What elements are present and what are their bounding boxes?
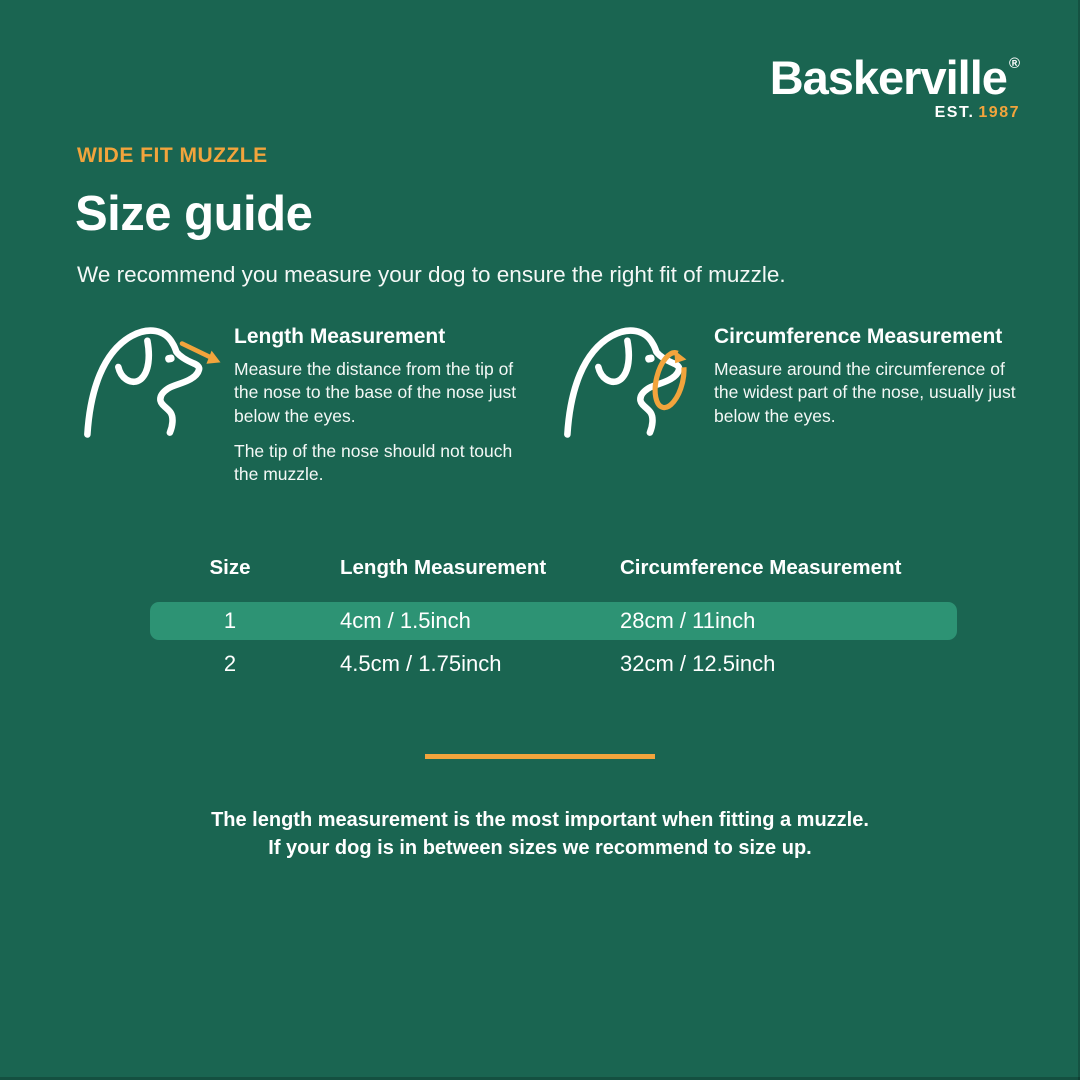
length-measurement-text	[234, 320, 536, 498]
footer-line-1: The length measurement is the most important when fitting a muzzle.	[211, 809, 869, 831]
brand-established	[770, 104, 1020, 122]
brand-wordmark	[769, 51, 1020, 104]
column-header-circumference: Circumference Measurement	[620, 556, 902, 579]
intro-text: We recommend you measure your dog to ensure the right fit of muzzle.	[77, 262, 786, 287]
table-row-size-2	[150, 645, 957, 683]
section-title-circumference: Circumference Measurement	[714, 325, 1003, 348]
section-title-length: Length Measurement	[234, 325, 446, 348]
column-header-size: Size	[209, 556, 251, 579]
cell-circumference-2: 32cm / 12.5inch	[620, 651, 776, 676]
circumference-measurement-section	[558, 320, 1038, 498]
brand-name: Baskerville	[769, 51, 1007, 104]
cell-length-2: 4.5cm / 1.75inch	[340, 651, 502, 676]
footer-note	[0, 806, 1080, 862]
length-measurement-section	[78, 320, 558, 498]
est-label: EST.	[934, 104, 975, 121]
brand-logo	[769, 51, 1020, 122]
column-header-length: Length Measurement	[340, 556, 547, 579]
dog-head-circumference-icon	[558, 320, 708, 444]
table-header-row	[150, 552, 957, 584]
size-table	[150, 552, 957, 683]
cell-length-1: 4cm / 1.5inch	[340, 608, 471, 633]
cell-circumference-1: 28cm / 11inch	[620, 608, 756, 633]
orange-divider	[425, 754, 655, 759]
dog-head-length-arrow-icon	[78, 320, 228, 444]
est-year: 1987	[978, 104, 1020, 121]
registered-mark-icon: ®	[1008, 55, 1020, 72]
product-name-eyebrow: WIDE FIT MUZZLE	[77, 144, 268, 167]
cell-size-1: 1	[223, 608, 237, 633]
footer-line-2: If your dog is in between sizes we recommend to size up.	[268, 837, 812, 859]
measurement-sections	[78, 320, 1040, 498]
cell-size-2: 2	[223, 651, 237, 676]
table-row-size-1	[150, 602, 957, 640]
circumference-paragraph-1: Measure around the circumference of the widest part of the nose, usually just below the eyes.	[714, 359, 1016, 426]
page-title: Size guide	[75, 187, 313, 241]
length-paragraph-1: Measure the distance from the tip of the nose to the base of the nose just below the eyes.	[234, 359, 517, 426]
circumference-measurement-text	[714, 320, 1016, 498]
length-paragraph-2: The tip of the nose should not touch the muzzle.	[234, 440, 513, 485]
